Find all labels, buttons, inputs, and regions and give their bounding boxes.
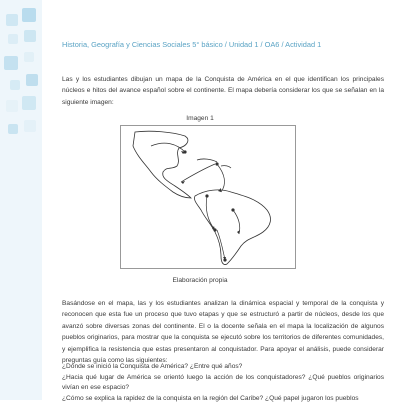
intro-paragraph: Las y los estudiantes dibujan un mapa de la Conquista de América en el que identifican los principales núcleos e hitos del avance español sobre el continente. El mapa debería considerar los que se señalan en la siguiente imagen: (62, 76, 384, 106)
question-item: ¿Cómo se explica la rapidez de la conquista en la región del Caribe? ¿Qué papel jugaron los pueblos (62, 394, 359, 402)
question-item: ¿Dónde se inició la Conquista de América? ¿Entre qué años? (62, 363, 243, 370)
analysis-paragraph: Basándose en el mapa, las y los estudiantes analizan la dinámica espacial y temporal de la conquista y reconocen que esta fue un proceso que tuvo etapas y que se estructuró a partir de núcleos, desde los que avanzó sobre diversas zonas del continente. El o la docente señala en el mapa la localización de algunos pueblos originarios, para mostrar que la conquista se ejecutó sobre los territorios de diferentes comunidades, y ejemplifica la resistencia que estas presentaron al conquistador. Para apoyar el análisis, puede considerar preguntas guía como las siguientes: (62, 300, 384, 365)
question-item: ¿Hacia qué lugar de América se orientó luego la acción de los conquistadores? ¿Qué pueblos originarios vivían en ese espacio? (62, 373, 384, 392)
guide-questions (62, 362, 384, 404)
figure-credit: Elaboración propia (172, 277, 228, 284)
side-pattern-decoration (0, 0, 42, 400)
breadcrumb: Historia, Geografía y Ciencias Sociales 5° básico / Unidad 1 / OA6 / Actividad 1 (62, 40, 322, 49)
figure-title: Imagen 1 (186, 115, 214, 122)
conquest-map (120, 125, 296, 269)
americas-map-drawing (121, 126, 295, 268)
